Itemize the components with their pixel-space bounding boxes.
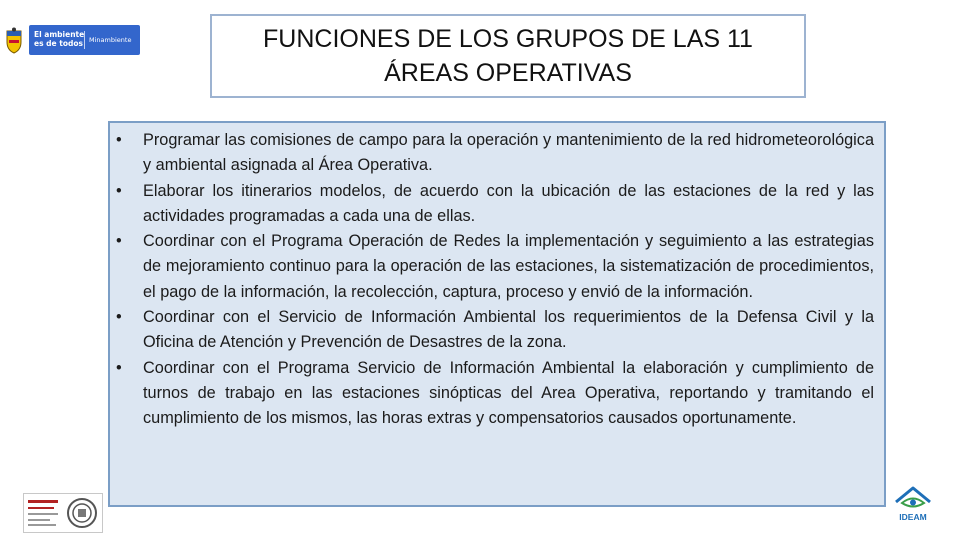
certification-seal-icon [23,493,103,533]
ideam-logo [887,484,939,526]
brand-line-2: es de todos [34,39,83,48]
ideam-eye-icon [893,484,933,512]
colombia-coat-of-arms-icon [4,27,24,55]
list-item-text: Programar las comisiones de campo para la operación y mantenimiento de la red hidrometeorológica y ambiental asignada al Área Operativa. [143,131,874,175]
list-item [110,128,884,179]
list-item-text: Coordinar con el Servicio de Información Ambiental los requerimientos de la Defensa Civil y la Oficina de Atención y Prevención de Desastres de la zona. [143,308,874,352]
list-item-text: Elaborar los itinerarios modelos, de acuerdo con la ubicación de las estaciones de la red y las actividades programadas a cada una de ellas. [143,181,874,225]
list-item-text: Coordinar con el Programa Servicio de Información Ambiental la elaboración y cumplimiento de turnos de trabajo en las estaciones sinópticas del Area Operativa, reportando y tramitando el cumplimiento de los mismos, las horas extras y compensatorios causados oportunamente. [143,358,874,428]
bullet-marker: • [116,181,122,200]
list-item-text: Coordinar con el Programa Operación de Redes la implementación y seguimiento a las estrategias de mejoramiento continuo para la operación de las estaciones, la sistematización de procedimientos, el pago de la información, la recolección, captura, proceso y envió de la información. [143,232,874,301]
ministry-label: Minambiente [89,36,132,44]
list-item [110,229,884,305]
list-item [110,305,884,356]
title-line-1: FUNCIONES DE LOS GRUPOS DE LAS 11 [263,25,753,53]
seal-icon [66,497,98,529]
functions-list [110,128,884,432]
cert-stripe [28,519,50,521]
cert-stripe [28,513,58,515]
cert-stripe [28,524,56,526]
bullet-marker: • [116,232,122,251]
page-title [263,22,753,90]
ideam-label: IDEAM [899,512,927,522]
title-line-2: ÁREAS OPERATIVAS [384,59,632,87]
brand-badge [29,25,140,55]
bullet-marker: • [116,358,122,377]
content-box [108,121,886,507]
brand-divider [84,31,85,49]
cert-stripe [28,507,54,509]
bullet-marker: • [116,131,122,149]
list-item [110,356,884,432]
brand-line-1: El ambiente [34,30,85,39]
list-item [110,179,884,230]
cert-stripe [28,500,58,503]
bullet-marker: • [116,308,122,327]
title-box [210,14,806,98]
minambiente-logo [0,22,142,58]
